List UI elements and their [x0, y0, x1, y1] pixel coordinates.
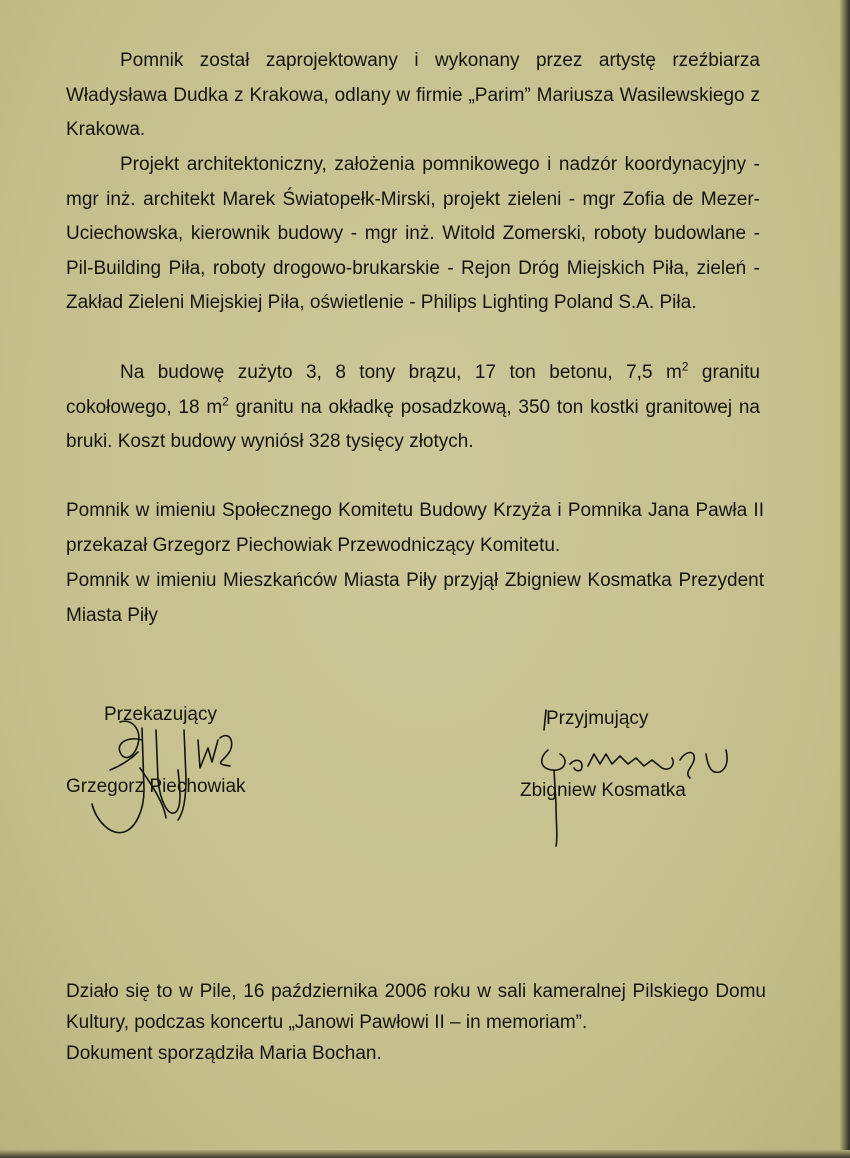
- signature-right-name: Zbigniew Kosmatka: [520, 780, 686, 801]
- superscript-1: 2: [681, 359, 689, 374]
- materials-text-1: Na budowę zużyto 3, 8 tony brązu, 17 ton betonu, 7,5 m: [120, 362, 682, 383]
- paragraph-closing: [66, 976, 766, 1069]
- paragraph-sculptor: Pomnik został zaprojektowany i wykonany przez artystę rzeźbiarza Władysława Dudka z Krakowa, odlany w firmie „Parim” Mariusza Wasilewskiego z Krakowa.: [66, 50, 760, 140]
- materials-text-2: granitu cokołowego, 18 m: [66, 362, 760, 418]
- closing-author-text: Dokument sporządziła Maria Bochan.: [66, 1043, 382, 1064]
- superscript-2: 2: [222, 394, 229, 409]
- paragraph-handover: Pomnik w imieniu Społecznego Komitetu Budowy Krzyża i Pomnika Jana Pawła II przekazał Grzegorz Piechowiak Przewodniczący Komitetu.: [66, 500, 764, 556]
- signature-left-role: Przekazujący: [104, 704, 217, 725]
- page-edge-bottom: [0, 1150, 850, 1158]
- signature-right-role: Przyjmujący: [546, 708, 649, 729]
- paragraph-acceptance: Pomnik w imieniu Mieszkańców Miasta Piły przyjął Zbigniew Kosmatka Prezydent Miasta Piły: [66, 570, 764, 626]
- handwritten-signature-left: [80, 700, 250, 840]
- closing-event-text: Działo się to w Pile, 16 października 2006 roku w sali kameralnej Pilskiego Domu Kultury, podczas koncertu „Janowi Pawłowi II – in memoriam”.: [66, 981, 766, 1033]
- paragraph-materials-cost: [66, 356, 760, 460]
- page-edge-right: [840, 0, 850, 1158]
- signature-left-name: Grzegorz Piechowiak: [66, 776, 246, 797]
- materials-text-3: granitu na okładkę posadzkową, 350 ton kostki granitowej na bruki. Koszt budowy wyniósł 328 tysięcy złotych.: [66, 396, 760, 452]
- paragraph-project-team: Projekt architektoniczny, założenia pomnikowego i nadzór koordynacyjny - mgr inż. architekt Marek Światopełk-Mirski, projekt zieleni - mgr Zofia de Mezer-Uciechowska, kierownik budowy - mgr inż. Witold Zomerski, roboty budowlane - Pil-Building Piła, roboty drogowo-brukarskie - Rejon Dróg Miejskich Piła, zieleń - Zakład Zieleni Miejskiej Piła, oświetlenie - Philips Lighting Poland S.A. Piła.: [66, 154, 760, 313]
- handwritten-signature-right: [530, 706, 750, 846]
